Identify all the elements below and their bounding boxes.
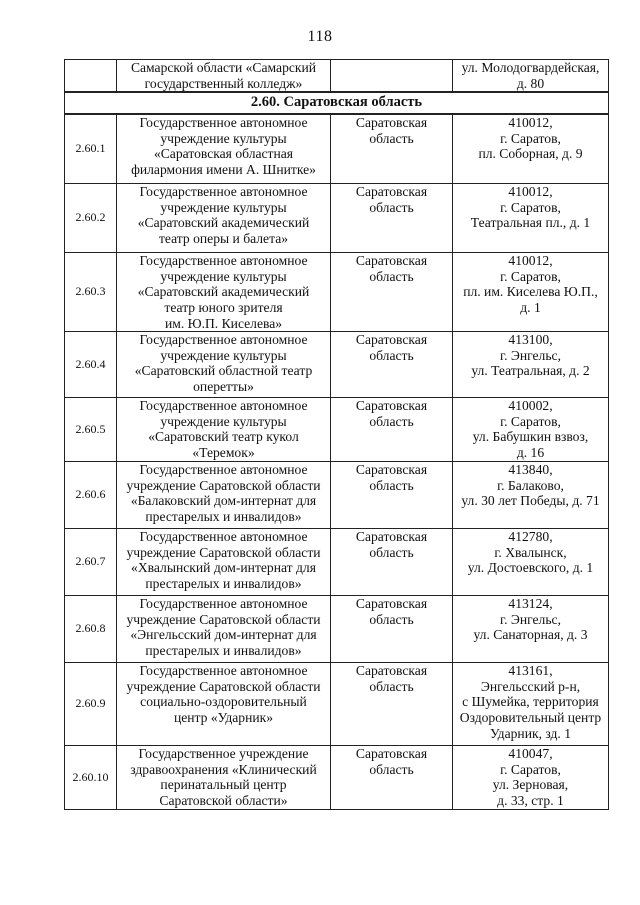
section-title: 2.60. Саратовская область	[65, 92, 609, 114]
row-number-cell: 2.60.10	[65, 746, 117, 810]
institution-name-cell: Государственное автономное учреждение культуры «Саратовский областной театр оперетты»	[117, 332, 331, 398]
table-row	[65, 253, 609, 332]
address-cell: 413100, г. Энгельс, ул. Театральная, д. 2	[453, 332, 609, 398]
address-cell: 410047, г. Саратов, ул. Зерновая, д. 33, стр. 1	[453, 746, 609, 810]
page-number: 118	[307, 28, 333, 45]
region-cell: Саратовская область	[331, 663, 453, 746]
row-number-cell: 2.60.6	[65, 462, 117, 529]
institution-name-cell: Государственное учреждение здравоохранения «Клинический перинатальный центр Саратовской области»	[117, 746, 331, 810]
institution-name-cell: Государственное автономное учреждение культуры «Саратовский академический театр юного зрителя им. Ю.П. Киселева»	[117, 253, 331, 332]
row-number-cell: 2.60.7	[65, 529, 117, 596]
institution-name-cell: Государственное автономное учреждение Саратовской области социально-оздоровительный центр «Ударник»	[117, 663, 331, 746]
address-cell: 410002, г. Саратов, ул. Бабушкин взвоз, д. 16	[453, 398, 609, 462]
table-row	[65, 746, 609, 810]
table-row	[65, 114, 609, 184]
region-cell	[331, 60, 453, 93]
row-number-cell: 2.60.9	[65, 663, 117, 746]
section-header-row	[65, 92, 609, 114]
region-cell: Саратовская область	[331, 746, 453, 810]
institution-name-cell: Государственное автономное учреждение культуры «Саратовская областная филармония имени А. Шнитке»	[117, 114, 331, 184]
institution-name-cell: Государственное автономное учреждение Саратовской области «Хвалынский дом-интернат для престарелых и инвалидов»	[117, 529, 331, 596]
region-cell: Саратовская область	[331, 184, 453, 253]
address-cell: 413161, Энгельсский р-н, с Шумейка, территория Оздоровительный центр Ударник, зд. 1	[453, 663, 609, 746]
address-cell: 413124, г. Энгельс, ул. Санаторная, д. 3	[453, 596, 609, 663]
institution-name-cell: Самарской области «Самарский государственный колледж»	[117, 60, 331, 93]
address-cell: 413840, г. Балаково, ул. 30 лет Победы, д. 71	[453, 462, 609, 529]
row-number-cell: 2.60.1	[65, 114, 117, 184]
region-cell: Саратовская область	[331, 398, 453, 462]
region-cell: Саратовская область	[331, 114, 453, 184]
institution-name-cell: Государственное автономное учреждение Саратовской области «Балаковский дом-интернат для престарелых и инвалидов»	[117, 462, 331, 529]
address-cell: ул. Молодогвардейская, д. 80	[453, 60, 609, 93]
row-number-cell: 2.60.2	[65, 184, 117, 253]
row-number-cell: 2.60.5	[65, 398, 117, 462]
address-cell: 410012, г. Саратов, пл. им. Киселева Ю.П., д. 1	[453, 253, 609, 332]
row-number-cell: 2.60.8	[65, 596, 117, 663]
institution-name-cell: Государственное автономное учреждение культуры «Саратовский академический театр оперы и балета»	[117, 184, 331, 253]
table-row-continuation	[65, 60, 609, 93]
institution-name-cell: Государственное автономное учреждение Саратовской области «Энгельсский дом-интернат для престарелых и инвалидов»	[117, 596, 331, 663]
region-cell: Саратовская область	[331, 332, 453, 398]
row-number-cell: 2.60.4	[65, 332, 117, 398]
region-cell: Саратовская область	[331, 596, 453, 663]
table-row	[65, 398, 609, 462]
institutions-table	[64, 59, 609, 810]
table-row	[65, 332, 609, 398]
table-row	[65, 596, 609, 663]
region-cell: Саратовская область	[331, 462, 453, 529]
region-cell: Саратовская область	[331, 253, 453, 332]
address-cell: 410012, г. Саратов, Театральная пл., д. 1	[453, 184, 609, 253]
address-cell: 412780, г. Хвалынск, ул. Достоевского, д. 1	[453, 529, 609, 596]
table-row	[65, 529, 609, 596]
row-number-cell	[65, 60, 117, 93]
table-row	[65, 462, 609, 529]
row-number-cell: 2.60.3	[65, 253, 117, 332]
address-cell: 410012, г. Саратов, пл. Соборная, д. 9	[453, 114, 609, 184]
region-cell: Саратовская область	[331, 529, 453, 596]
table-row	[65, 184, 609, 253]
institution-name-cell: Государственное автономное учреждение культуры «Саратовский театр кукол «Теремок»	[117, 398, 331, 462]
table-row	[65, 663, 609, 746]
